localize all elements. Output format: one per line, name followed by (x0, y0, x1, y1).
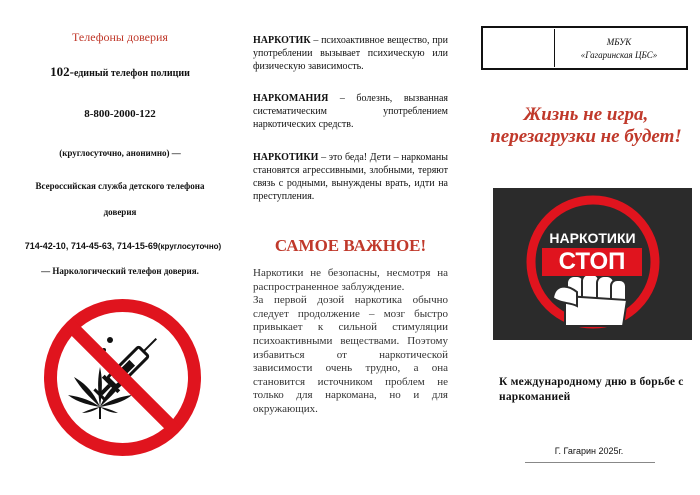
child-line-title: Всероссийская служба детского телефона (35, 181, 205, 191)
definition-term: НАРКОТИКИ (253, 152, 319, 163)
important-body (253, 267, 448, 417)
police-text: единый телефон полиции (73, 68, 190, 79)
narco-phone-label: — Наркологический телефон доверия. (41, 266, 199, 276)
trust-phone-number: 8-800-2000-122 (84, 108, 156, 120)
child-line-title-cont: доверия (103, 207, 137, 217)
police-hotline (20, 64, 220, 80)
poster-word-narcotics: НАРКОТИКИ (549, 230, 636, 246)
narco-phones-note: (круглосуточно) (157, 242, 222, 251)
definition-text: – болезнь, вызванная систематическим употреблением наркотических средств. (253, 93, 448, 130)
hours-note: (круглосуточно, анонимно) — (59, 148, 181, 158)
definition-text: – это беда! Дети – наркоманы становятся агрессивными, злобными, теряют связь с родными, вынуждены врать, идти на преступления. (253, 152, 448, 202)
police-number: 102- (50, 64, 74, 79)
organization-line-2: «Гагаринская ЦБС» (580, 50, 658, 60)
paragraph-1: Наркотики не безопасны, несмотря на распространенное заблуждение. (253, 267, 448, 293)
definition-narcotic (253, 34, 448, 73)
slogan: Жизнь не игра, перезагрузки не будет! (490, 104, 682, 147)
definition-addiction (253, 92, 448, 131)
hotlines-title: Телефоны доверия (72, 30, 168, 44)
definition-term: НАРКОМАНИЯ (253, 93, 329, 104)
poster-word-stop: СТОП (542, 248, 642, 276)
paragraph-2: За первой дозой наркотика обычно следует продолжение – мозг быстро привыкает к сильной стимуляции психоактивными веществами. Поэтому избавиться от наркотической зависимости очень трудно, а она становится источником проблем не только для наркомана, но и для окружающих. (253, 294, 448, 415)
organization-name (556, 36, 682, 62)
stop-drugs-poster (493, 188, 692, 340)
city-underline (525, 462, 655, 463)
definition-drugs (253, 151, 448, 203)
narco-phones (6, 241, 240, 251)
city-year: Г. Гагарин 2025г. (554, 446, 624, 456)
narco-phone-numbers: 714-42-10, 714-45-63, 714-15-69 (24, 241, 158, 251)
no-drugs-sign-icon (40, 295, 205, 460)
definition-text: – психоактивное вещество, при употреблении вызывает психическую или физическую зависимость. (253, 35, 448, 72)
definition-term: НАРКОТИК (253, 35, 311, 46)
organization-line-1: МБУК (606, 37, 632, 47)
dedication-text: К международному дню в борьбе с наркоманией (499, 376, 684, 403)
important-heading: САМОЕ ВАЖНОЕ! (274, 236, 427, 255)
